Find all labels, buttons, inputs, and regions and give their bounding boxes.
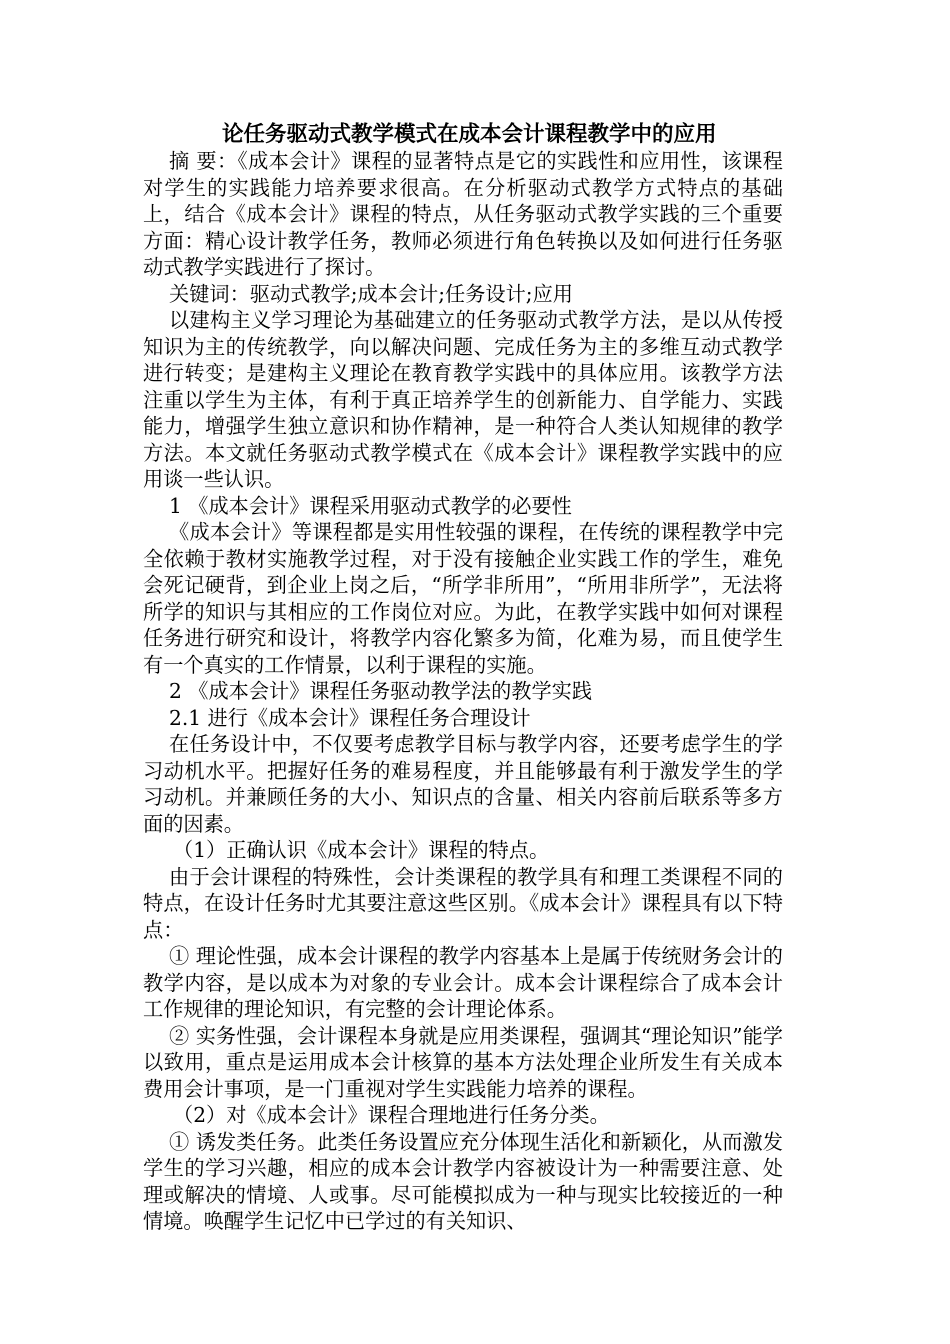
document-body — [143, 148, 783, 1235]
keywords-paragraph: 关键词：驱动式教学;成本会计;任务设计;应用 — [169, 281, 573, 306]
section-heading-2: 2 《成本会计》课程任务驱动教学法的教学实践 — [169, 679, 593, 703]
list-item: ① 理论性强，成本会计课程的教学内容基本上是属于传统财务会计的教学内容，是以成本为对象的专业会计。成本会计课程综合了成本会计工作规律的理论知识，有完整的会计理论体系。 — [143, 944, 783, 1021]
list-item: ② 实务性强，会计课程本身就是应用类课程，强调其“理论知识”能学以致用，重点是运用成本会计核算的基本方法处理企业所发生有关成本费用会计事项，是一门重视对学生实践能力培养的课程。 — [143, 1023, 783, 1101]
section-heading-1: 1 《成本会计》课程采用驱动式教学的必要性 — [169, 493, 572, 518]
body-paragraph: 《成本会计》等课程都是实用性较强的课程，在传统的课程教学中完全依赖于教材实施教学过程，对于没有接触企业实践工作的学生，难免会死记硬背，到企业上岗之后，“所学非所用”，“所用非所学”，无法将所学的知识与其相应的工作岗位对应。为此，在教学实践中如何对课程任务进行研究和设计，将教学内容化繁多为简，化难为易，而且使学生有一个真实的工作情景，以利于课程的实施。 — [143, 520, 783, 677]
intro-paragraph: 以建构主义学习理论为基础建立的任务驱动式教学方法，是以从传授知识为主的传统教学，向以解决问题、完成任务为主的多维互动式教学进行转变；是建构主义理论在教育教学实践中的具体应用。该教学方法注重以学生为主体，有利于真正培养学生的创新能力、自学能力、实践能力，增强学生独立意识和协作精神，是一种符合人类认知规律的教学方法。本文就任务驱动式教学模式在《成本会计》课程教学实践中的应用谈一些认识。 — [143, 308, 783, 491]
body-paragraph: 在任务设计中，不仅要考虑教学目标与教学内容，还要考虑学生的学习动机水平。把握好任务的难易程度，并且能够最有利于激发学生的学习动机。并兼顾任务的大小、知识点的含量、相关内容前后联系等多方面的因素。 — [143, 732, 783, 836]
abstract-paragraph: 摘 要：《成本会计》课程的显著特点是它的实践性和应用性，该课程对学生的实践能力培养要求很高。在分析驱动式教学方式特点的基础上，结合《成本会计》课程的特点，从任务驱动式教学实践的三个重要方面：精心设计教学任务，教师必须进行角色转换以及如何进行任务驱动式教学实践进行了探讨。 — [143, 149, 783, 279]
list-heading-2: （2）对《成本会计》课程合理地进行任务分类。 — [173, 1103, 610, 1127]
list-heading-1: （1）正确认识《成本会计》课程的特点。 — [173, 838, 550, 862]
subsection-heading-2-1: 2.1 进行《成本会计》课程任务合理设计 — [169, 705, 531, 730]
body-paragraph: 由于会计课程的特殊性，会计类课程的教学具有和理工类课程不同的特点，在设计任务时尤其要注意这些区别。《成本会计》课程具有以下特点： — [143, 864, 783, 942]
document-title: 论任务驱动式教学模式在成本会计课程教学中的应用 — [222, 122, 717, 147]
list-item: ① 诱发类任务。此类任务设置应充分体现生活化和新颖化，从而激发学生的学习兴趣，相应的成本会计教学内容被设计为一种需要注意、处理或解决的情境、人或事。尽可能模拟成为一种与现实比较接近的一种情境。唤醒学生记忆中已学过的有关知识、 — [143, 1129, 783, 1233]
